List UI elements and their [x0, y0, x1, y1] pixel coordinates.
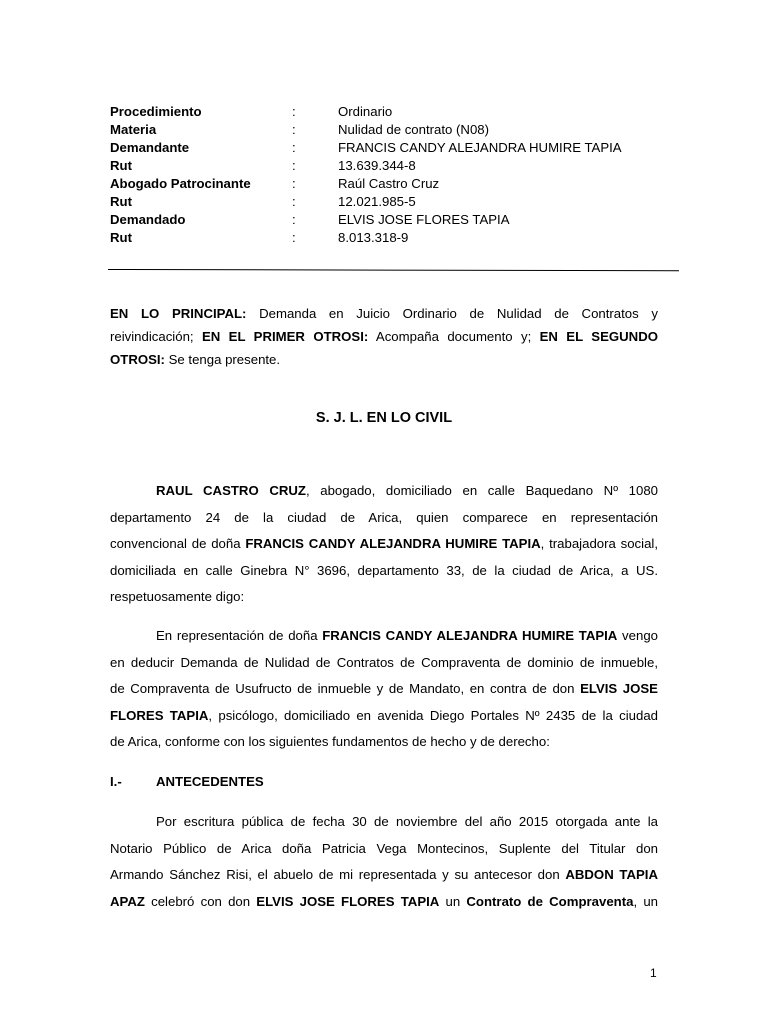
bold-text: FRANCIS CANDY ALEJANDRA HUMIRE TAPIA: [245, 536, 541, 551]
field-colon: :: [292, 176, 296, 191]
field-label: Procedimiento: [110, 104, 202, 119]
paragraph-line: [110, 809, 658, 836]
field-colon: :: [292, 140, 296, 155]
header-row: [110, 211, 622, 229]
paragraph-line: [110, 703, 658, 730]
field-value: 12.021.985-5: [338, 194, 416, 209]
paragraph-line: [110, 836, 658, 863]
summary-text: Se tenga presente.: [164, 352, 281, 367]
paragraph-line: [110, 531, 658, 558]
field-colon: :: [292, 104, 296, 119]
bold-text: FLORES TAPIA: [110, 707, 209, 723]
paragraph-line: [110, 862, 658, 889]
field-label: Abogado Patrocinante: [110, 176, 251, 191]
header-row: [110, 229, 622, 247]
summary-bold: OTROSI:: [110, 352, 165, 367]
summary-bold: EN LO PRINCIPAL:: [110, 306, 247, 321]
field-value: FRANCIS CANDY ALEJANDRA HUMIRE TAPIA: [338, 140, 622, 155]
field-colon: :: [292, 158, 296, 173]
text: domiciliada en calle Ginebra N° 3696, departamento 33, de la ciudad de Arica, a US.: [110, 562, 658, 578]
header-row: [110, 121, 622, 139]
case-header: [110, 103, 622, 247]
text: Armando Sánchez Risi, el abuelo de mi representada y su antecesor don: [110, 867, 566, 882]
text: , psicólogo, domiciliado en avenida Diego Portales Nº 2435 de la ciudad: [208, 707, 658, 723]
field-value: Nulidad de contrato (N08): [338, 122, 490, 137]
field-colon: :: [292, 194, 296, 209]
field-value: Raúl Castro Cruz: [338, 176, 440, 191]
summary-line: [110, 325, 658, 348]
paragraph-line: [110, 505, 658, 532]
summary-line: [110, 302, 658, 325]
paragraph-line: [110, 584, 658, 611]
text: departamento 24 de la ciudad de Arica, quien comparece en representación: [110, 509, 658, 525]
header-row: [110, 103, 622, 121]
text: de Compraventa de Usufructo de inmueble y de Mandato, en contra de don: [110, 681, 581, 696]
field-label: Rut: [110, 158, 132, 173]
header-divider: [108, 269, 679, 271]
field-colon: :: [292, 230, 296, 245]
header-row: [110, 157, 622, 175]
section-number: I.-: [110, 774, 122, 789]
section-title: ANTECEDENTES: [156, 774, 264, 789]
bold-text: RAUL CASTRO CRUZ: [156, 483, 306, 498]
field-colon: :: [292, 212, 296, 227]
text: de Arica, conforme con los siguientes fundamentos de hecho y de derecho:: [110, 734, 550, 749]
bold-text: ELVIS JOSE FLORES TAPIA: [256, 893, 440, 909]
paragraph-line: [110, 623, 658, 650]
summary-bold: EN EL PRIMER OTROSI:: [201, 329, 369, 344]
document-summary: [110, 302, 658, 371]
header-row: [110, 139, 622, 157]
paragraph-line: [110, 889, 658, 916]
text: vengo: [617, 628, 658, 643]
field-label: Rut: [110, 194, 132, 209]
text: En representación de doña: [156, 628, 323, 643]
text: Por escritura pública de fecha 30 de noviembre del año 2015 otorgada ante la: [156, 814, 658, 829]
text: un: [439, 893, 467, 909]
bold-text: ABDON TAPIA: [565, 867, 658, 882]
header-row: [110, 193, 622, 211]
section-heading: [110, 774, 264, 789]
field-colon: :: [292, 122, 296, 137]
text: respetuosamente digo:: [110, 589, 245, 604]
field-label: Demandante: [110, 140, 190, 155]
paragraph-claim: [110, 623, 658, 756]
text: Notario Público de Arica doña Patricia Vega Montecinos, Suplente del Titular don: [110, 840, 658, 856]
paragraph-line: [110, 650, 658, 677]
summary-line: [110, 348, 658, 371]
summary-text: reivindicación;: [110, 329, 202, 344]
field-label: Demandado: [110, 212, 186, 227]
text: celebró con don: [144, 893, 257, 909]
summary-text: Demanda en Juicio Ordinario de Nulidad de Contratos y: [246, 306, 658, 321]
bold-text: ELVIS JOSE: [580, 681, 658, 696]
paragraph-antecedents: [110, 809, 658, 915]
field-value: Ordinario: [338, 104, 393, 119]
field-value: 13.639.344-8: [338, 158, 416, 173]
field-value: ELVIS JOSE FLORES TAPIA: [338, 212, 510, 227]
bold-text: Contrato de Compraventa: [466, 893, 634, 909]
text: , abogado, domiciliado en calle Baquedano Nº 1080: [305, 483, 658, 498]
field-label: Materia: [110, 122, 157, 137]
field-label: Rut: [110, 230, 132, 245]
summary-text: Acompaña documento y;: [368, 329, 540, 344]
bold-text: FRANCIS CANDY ALEJANDRA HUMIRE TAPIA: [322, 628, 618, 643]
paragraph-line: [110, 558, 658, 585]
summary-bold: EN EL SEGUNDO: [539, 329, 658, 344]
text: , un: [633, 893, 658, 909]
text: , trabajadora social,: [540, 536, 658, 551]
paragraph-line: [110, 729, 658, 756]
header-row: [110, 175, 622, 193]
bold-text: APAZ: [110, 893, 145, 909]
court-heading: S. J. L. EN LO CIVIL: [315, 410, 453, 426]
page-number: 1: [650, 966, 657, 980]
text: convencional de doña: [110, 536, 246, 551]
text: en deducir Demanda de Nulidad de Contratos de Compraventa de dominio de inmueble,: [110, 654, 658, 670]
paragraph-line: [110, 478, 658, 505]
field-value: 8.013.318-9: [338, 230, 409, 245]
paragraph-line: [110, 676, 658, 703]
paragraph-appearance: [110, 478, 658, 611]
